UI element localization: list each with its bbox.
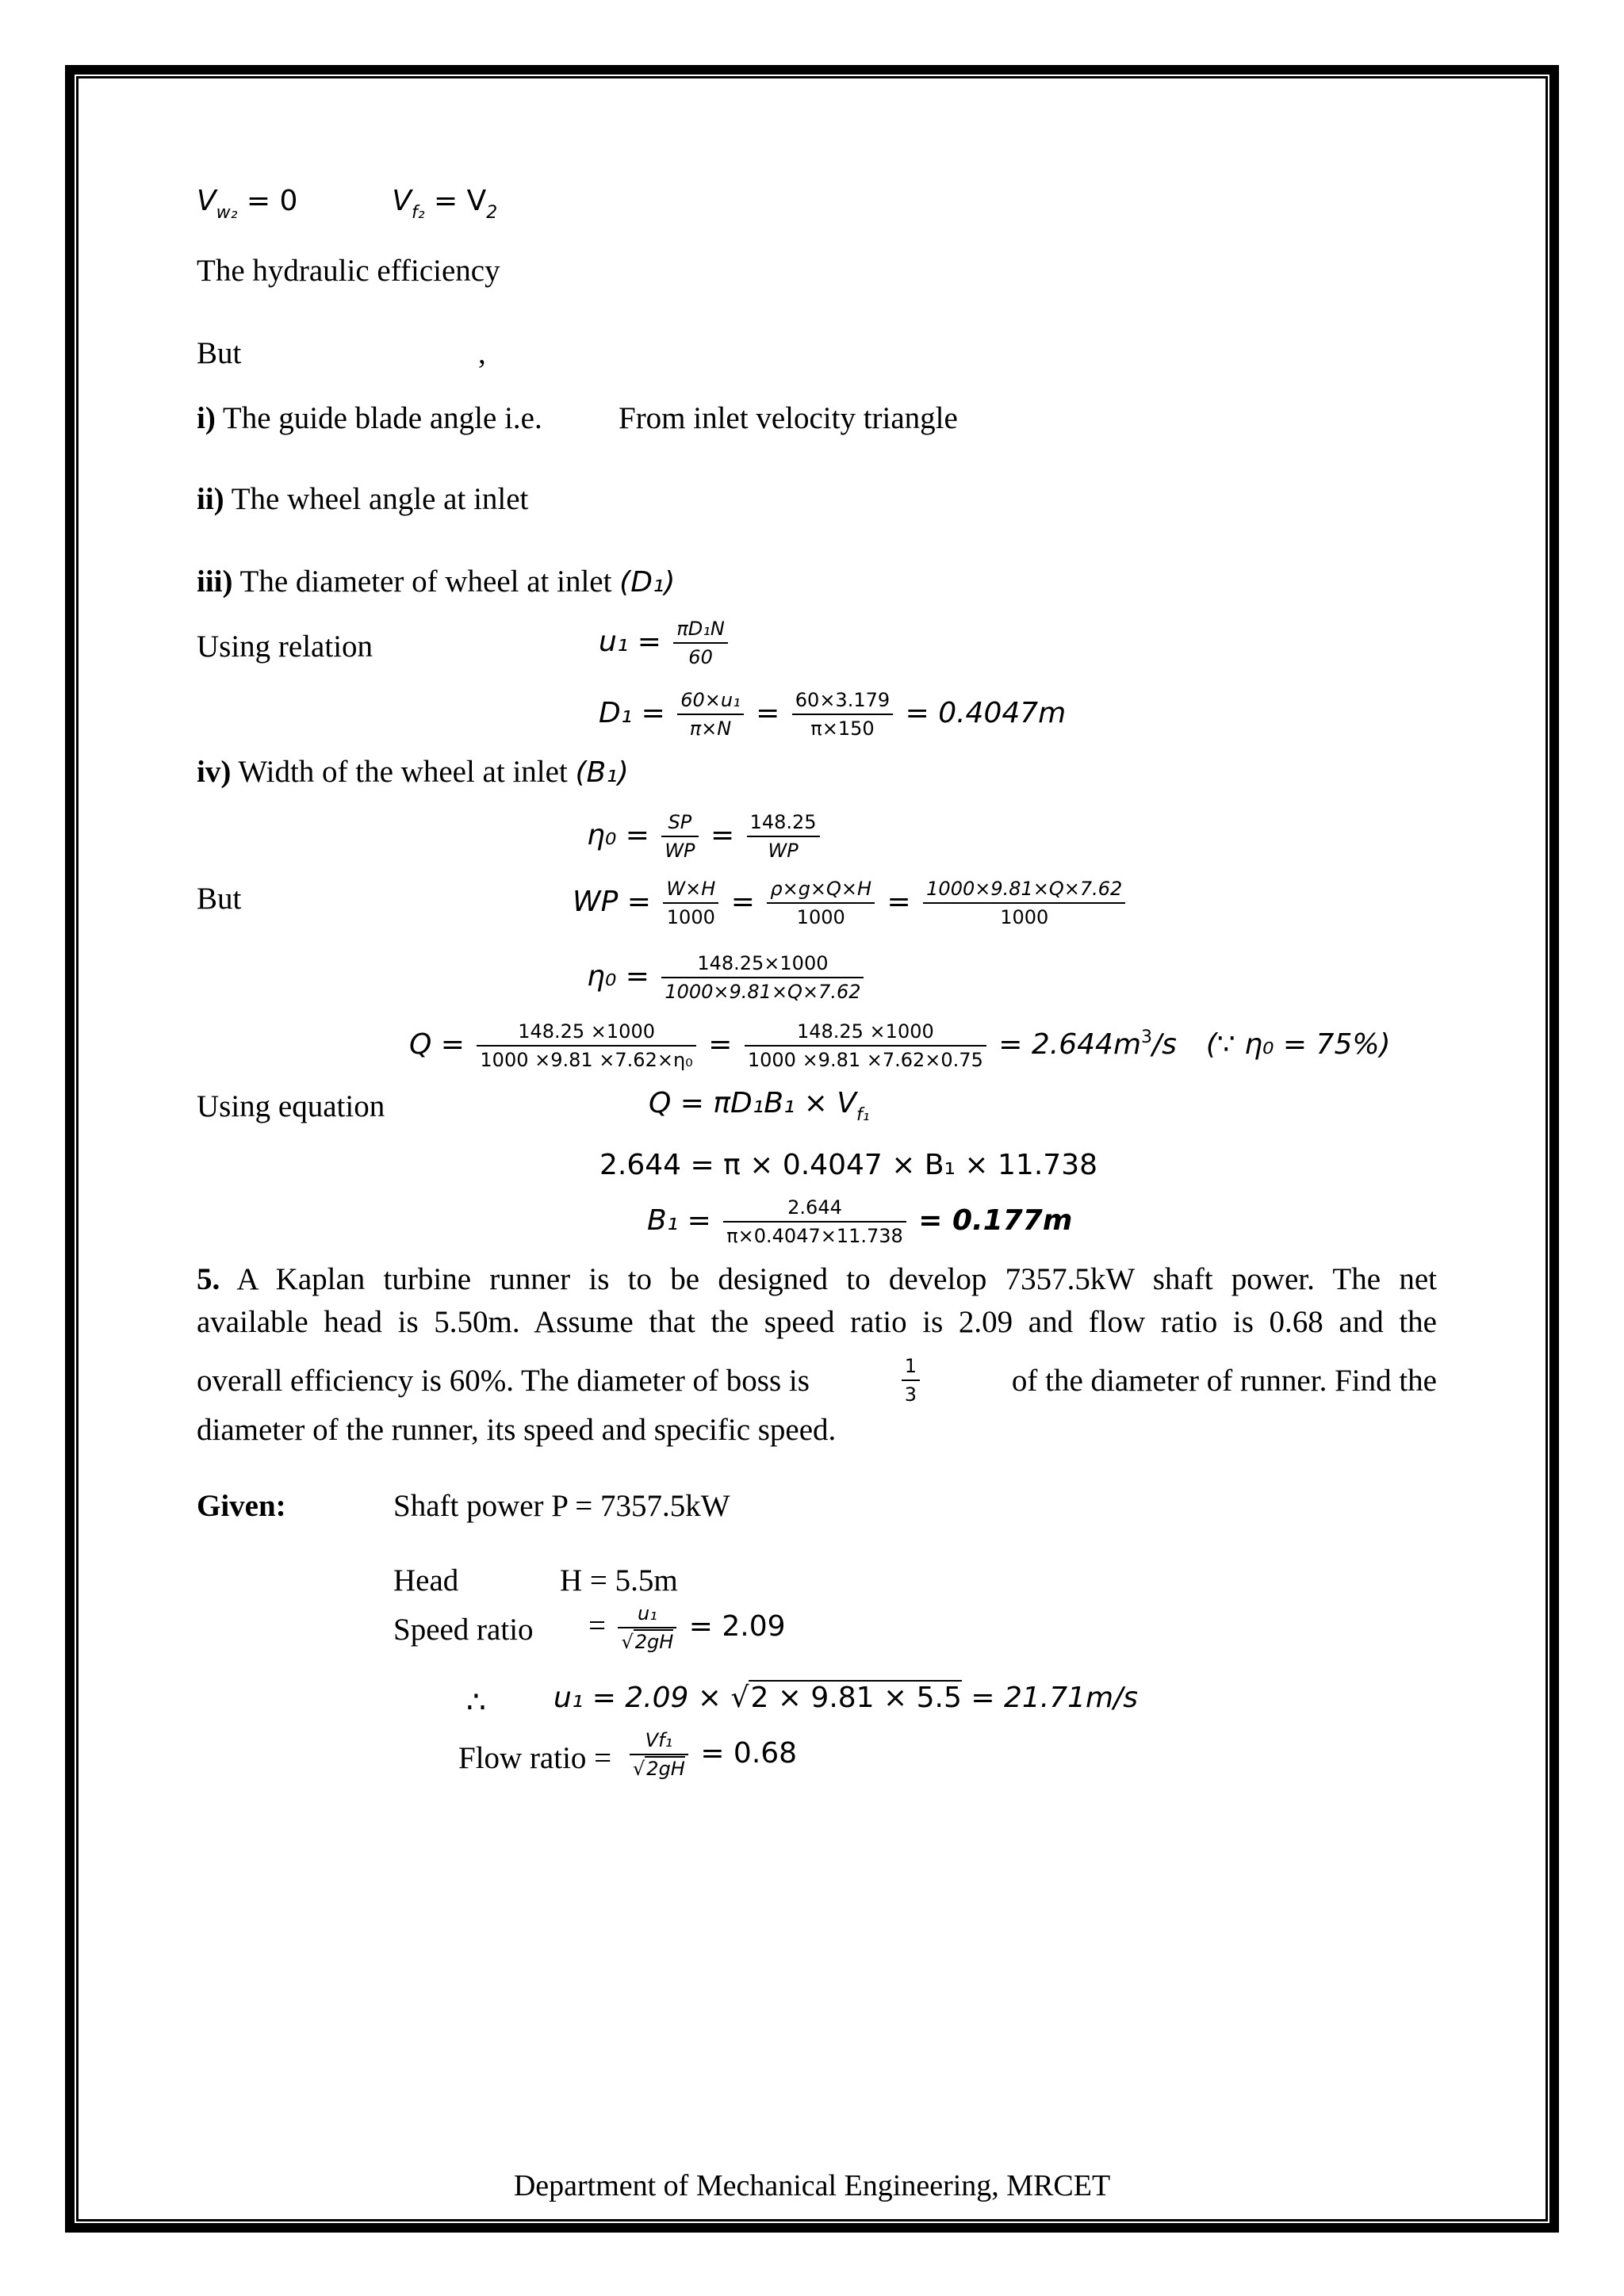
using-equation-text: Using equation — [197, 1089, 385, 1123]
given-label: Given: — [197, 1489, 286, 1523]
b1-step: 2.644 = π × 0.4047 × B₁ × 11.738 — [599, 1149, 1097, 1181]
footer-department: Department of Mechanical Engineering, MRCET — [513, 2169, 1111, 2202]
inlet-velocity-triangle-text: From inlet velocity triangle — [619, 401, 958, 435]
wp-equation: WP = $\frac{W\times H}{1000}$ = $\frac{\rho\times g\times Q\times H}{1000}$ = $\frac{1000\times 9.81\times Q\times 7.62}{1000}$ — [573, 877, 1128, 929]
but-text-2: But — [197, 882, 242, 916]
using-relation-text: Using relation — [197, 629, 373, 664]
speed-ratio-equation: = $\frac{\text{u₁}}{√2gH}$ = 2.09 — [588, 1602, 786, 1653]
but-comma: , — [478, 336, 486, 370]
item-ii: ii) The wheel angle at inlet — [197, 482, 529, 516]
given-head-label: Head — [393, 1563, 459, 1598]
eta0-equation-2: η₀ = $\frac{148.25\times 1000}{1000\times 9.81\times Q\times 7.62}$ — [587, 951, 867, 1004]
problem-line-3: overall efficiency is 60%. The diameter of boss is $\frac{1}{3}$ of the diameter of runner. Find the — [197, 1355, 1437, 1406]
eta0-equation: η₀ = $\frac{SP}{WP}$ = $\frac{148.25}{WP}$ — [587, 810, 823, 863]
q-relation: $Q = \pi D_1B_1 \times V_{f_1}$ — [649, 1087, 870, 1125]
q-equation: Q = $\frac{148.25 \times 1000}{\text{1000 ×9.81 ×7.62×η₀}}$ = $\frac{148.25 \times 1000}{1000 \times 9.81 \times 7.62\times 0.75}$ = $2.644m^3/s$ (∵ η₀ = 75%) — [409, 1020, 1391, 1071]
item-iv: iv) Width of the wheel at inlet (B₁) — [197, 755, 629, 789]
hydraulic-efficiency-text: The hydraulic efficiency — [197, 254, 500, 288]
item-iii: iii) The diameter of wheel at inlet (D₁) — [197, 564, 676, 599]
b1-equation: B₁ = $\frac{2.644}{\pi\times 0.4047\times 11.738}$ = 0.177m — [647, 1196, 1073, 1247]
given-shaft-power: Shaft power P = 7357.5kW — [393, 1489, 730, 1523]
therefore-symbol: ∴ — [466, 1686, 486, 1720]
problem-line-2: available head is 5.50m. Assume that the speed ratio is 2.09 and flow ratio is 0.68 and the — [197, 1305, 1437, 1339]
flow-ratio-label: Flow ratio = — [458, 1741, 612, 1775]
given-head-value: H = 5.5m — [560, 1563, 678, 1598]
top-equation: $V_{w_2} = 0$ $V_{f_2} = V_2$ — [197, 185, 498, 223]
d1-equation: D₁ = $\frac{\text{60×u₁}}{\pi\times N}$ = $\frac{60\times 3.179}{\pi\times 150}$ = 0.4047m — [599, 689, 1067, 740]
flow-ratio-equation: $\frac{\text{Vf₁}}{√2gH}$ = 0.68 — [626, 1728, 797, 1781]
speed-ratio-label: Speed ratio — [393, 1613, 534, 1647]
problem-line-4: diameter of the runner, its speed and specific speed. — [197, 1413, 837, 1447]
item-i: i) The guide blade angle i.e. — [197, 401, 542, 435]
u1-calculation: u₁ = 2.09 × √2 × 9.81 × 5.5 = 21.71m/s — [553, 1682, 1138, 1714]
u1-equation: u₁ = $\frac{\text{πD₁N}}{60}$ — [599, 617, 731, 669]
but-text: But — [197, 336, 242, 370]
problem-line-1: 5. A Kaplan turbine runner is to be designed to develop 7357.5kW shaft power. The net — [197, 1262, 1437, 1296]
